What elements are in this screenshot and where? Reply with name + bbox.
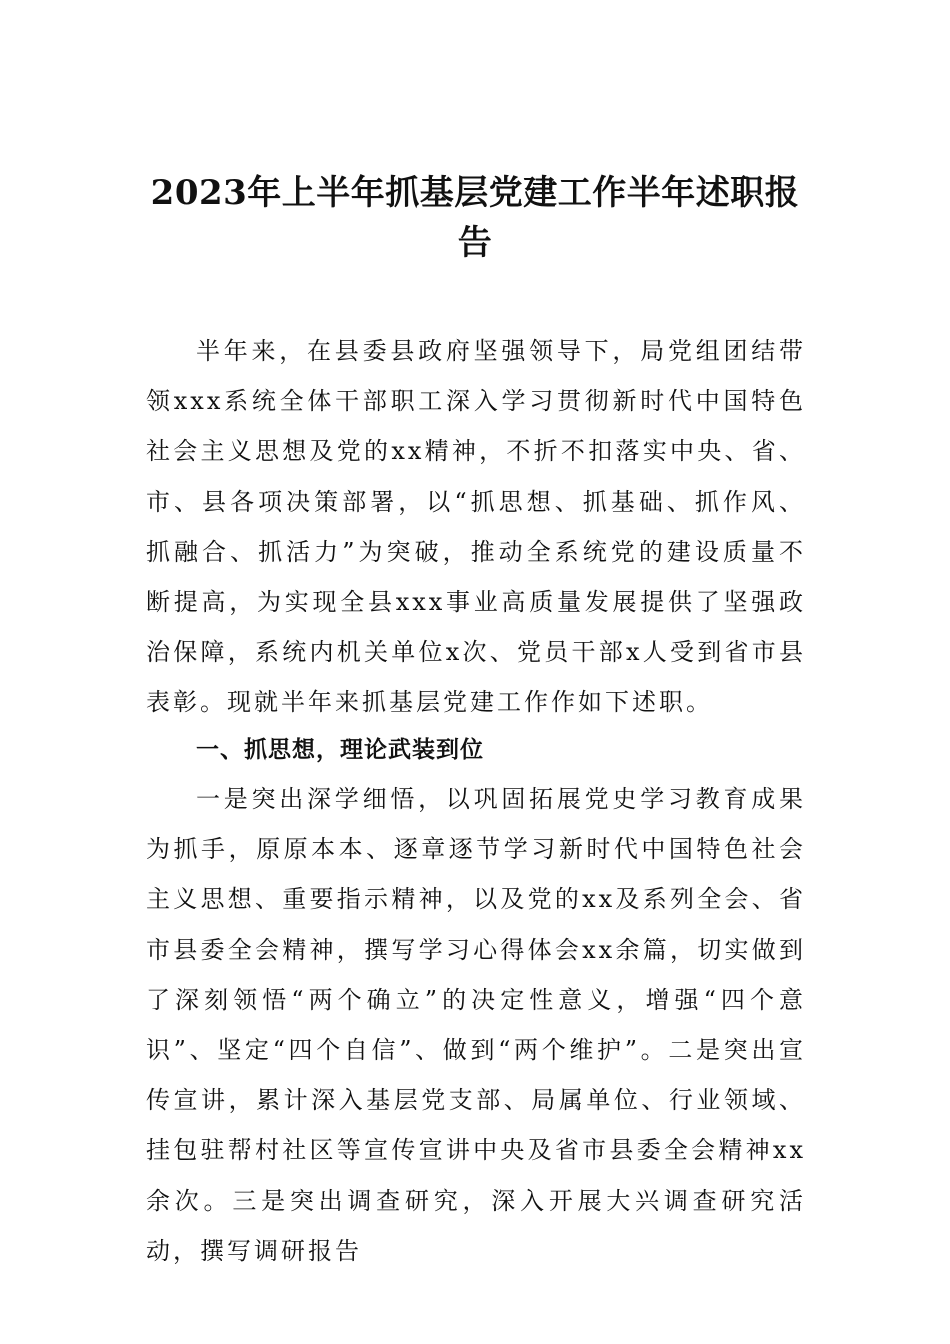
intro-paragraph: 半年来，在县委县政府坚强领导下，局党组团结带领xxx系统全体干部职工深入学习贯彻新时代中国特色社会主义思想及党的xx精神，不折不扣落实中央、省、市、县各项决策部署，以“抓思想、抓基础、抓作风、抓融合、抓活力”为突破，推动全系统党的建设质量不断提高，为实现全县xxx事业高质量发展提供了坚强政治保障，系统内机关单位x次、党员干部x人受到省市县表彰。现就半年来抓基层党建工作作如下述职。 <box>146 337 806 717</box>
document-title: 2023年上半年抓基层党建工作半年述职报告 <box>150 173 800 263</box>
section-heading-1: 一、抓思想，理论武装到位 <box>196 737 484 763</box>
section-1-paragraph: 一是突出深学细悟，以巩固拓展党史学习教育成果为抓手，原原本本、逐章逐节学习新时代中国特色社会主义思想、重要指示精神，以及党的xx及系列全会、省市县委全会精神，撰写学习心得体会xx余篇，切实做到了深刻领悟“两个确立”的决定性意义，增强“四个意识”、坚定“四个自信”、做到“两个维护”。二是突出宣传宣讲，累计深入基层党支部、局属单位、行业领域、挂包驻帮村社区等宣传宣讲中央及省市县委全会精神xx余次。三是突出调查研究，深入开展大兴调查研究活动，撰写调研报告 <box>146 785 806 1265</box>
